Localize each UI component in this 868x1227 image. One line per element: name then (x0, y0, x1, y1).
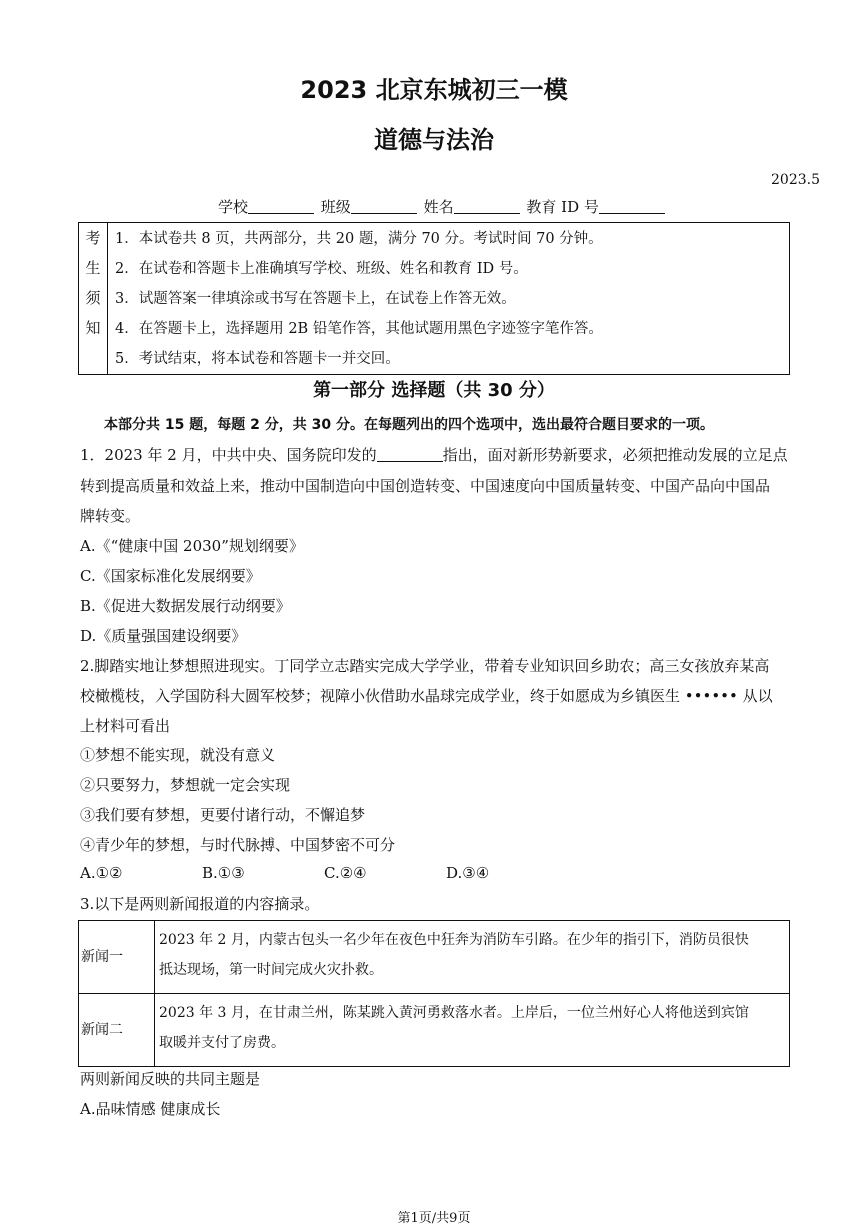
name-blank[interactable] (454, 199, 520, 214)
q2-options (80, 864, 568, 882)
notice-rule: 5．考试结束，将本试卷和答题卡一并交回。 (115, 351, 400, 367)
q1-line-3: 牌转变。 (80, 507, 141, 525)
notice-rule: 1．本试卷共 8 页，共两部分，共 20 题，满分 70 分。考试时间 70 分钟。 (115, 231, 603, 247)
class-blank[interactable] (351, 199, 417, 214)
notice-side-char: 考 (85, 229, 101, 247)
q2-line-2: 校橄榄枝，入学国防科大圆军校梦；视障小伙借助水晶球完成学业，终于如愿成为乡镇医生 •••••• 从以 (80, 687, 773, 705)
notice-rule: 3．试题答案一律填涂或书写在答题卡上，在试卷上作答无效。 (115, 291, 516, 307)
q1-option[interactable]: C.《国家标准化发展纲要》 (80, 567, 261, 585)
notice-rule: 4．在答题卡上，选择题用 2B 铅笔作答，其他试题用黑色字迹签字笔作答。 (115, 321, 603, 337)
name-label: 姓名 (423, 198, 454, 216)
q2-option[interactable]: B.①③ (202, 864, 245, 882)
school-label: 学校 (218, 198, 249, 216)
class-label: 班级 (320, 198, 351, 216)
notice-side-char: 须 (85, 289, 101, 307)
q2-line-1: 2.脚踏实地让梦想照进现实。丁同学立志踏实完成大学学业，带着专业知识回乡助农；高三女孩放弃某高 (80, 657, 770, 675)
q1-line-1 (80, 444, 788, 465)
q1-option[interactable]: B.《促进大数据发展行动纲要》 (80, 597, 291, 615)
section-title: 第一部分 选择题（共 30 分） (313, 380, 555, 401)
q1-line-2: 转到提高质量和效益上来，推动中国制造向中国创造转变、中国速度向中国质量转变、中国产品向中国品 (80, 477, 771, 495)
school-blank[interactable] (248, 199, 314, 214)
q3-option[interactable]: A.品味情感 健康成长 (80, 1100, 221, 1118)
q2-option[interactable]: C.②④ (324, 864, 367, 882)
notice-rule: 2．在试卷和答题卡上准确填写学校、班级、姓名和教育 ID 号。 (115, 261, 528, 277)
q2-statement: ②只要努力，梦想就一定会实现 (80, 776, 291, 794)
news-text-line: 2023 年 2 月，内蒙古包头一名少年在夜色中狂奔为消防车引路。在少年的指引下，消防员很快 (159, 932, 749, 948)
id-label: 教育 ID 号 (526, 198, 599, 216)
q1-answer-blank[interactable] (377, 447, 443, 462)
exam-notice-box (78, 222, 790, 375)
news-text-line: 取暖并支付了房费。 (159, 1035, 285, 1051)
notice-side-char: 知 (85, 319, 101, 337)
section-instruction: 本部分共 15 题，每题 2 分，共 30 分。在每题列出的四个选项中，选出最符合题目要求的一项。 (104, 417, 714, 433)
news-text-line: 抵达现场，第一时间完成火灾扑救。 (159, 962, 383, 978)
q2-statement: ④青少年的梦想，与时代脉搏、中国梦密不可分 (80, 836, 396, 854)
q2-statement: ①梦想不能实现，就没有意义 (80, 746, 276, 764)
news-label: 新闻二 (79, 994, 155, 1066)
news-label: 新闻一 (79, 921, 155, 993)
exam-title: 2023 北京东城初三一模 (300, 76, 568, 104)
q2-option[interactable]: A.①② (80, 864, 123, 882)
page-footer: 第1页/共9页 (397, 1211, 471, 1226)
notice-side-char: 生 (85, 259, 101, 277)
q1-option[interactable]: A.《“健康中国 2030”规划纲要》 (80, 537, 304, 555)
q1-text-after: 指出，面对新形势新要求，必须把推动发展的立足点 (442, 446, 788, 464)
student-info-fields (218, 196, 667, 217)
id-blank[interactable] (599, 199, 665, 214)
exam-date: 2023.5 (771, 172, 820, 188)
q1-option[interactable]: D.《质量强国建设纲要》 (80, 627, 247, 645)
q2-option[interactable]: D.③④ (446, 864, 490, 882)
q2-statement: ③我们要有梦想，更要付诸行动，不懈追梦 (80, 806, 366, 824)
news-content (159, 925, 785, 985)
q3-question: 两则新闻反映的共同主题是 (80, 1070, 261, 1088)
q1-text-before: 1．2023 年 2 月，中共中央、国务院印发的 (80, 446, 377, 464)
news-text-line: 2023 年 3 月，在甘肃兰州，陈某跳入黄河勇救落水者。上岸后，一位兰州好心人将他送到宾馆 (159, 1005, 749, 1021)
news-row (79, 993, 789, 1066)
news-table (78, 920, 790, 1067)
subject-title: 道德与法治 (374, 126, 494, 154)
notice-side-label (79, 223, 108, 374)
news-row (79, 921, 789, 993)
news-content (159, 998, 785, 1058)
q3-intro: 3.以下是两则新闻报道的内容摘录。 (80, 895, 320, 913)
q2-line-3: 上材料可看出 (80, 717, 171, 735)
